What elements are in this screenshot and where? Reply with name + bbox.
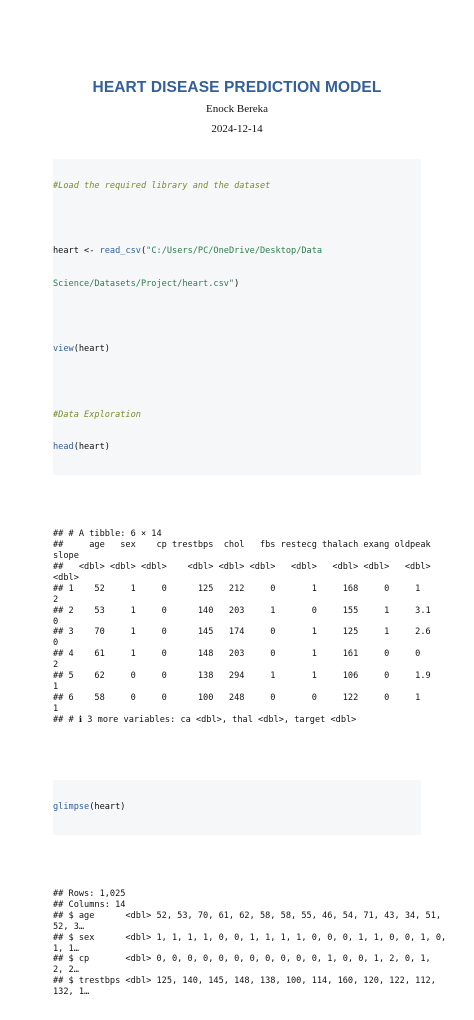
output-line: <dbl> xyxy=(53,573,79,584)
code-read-csv-line-2: Science/Datasets/Project/heart.csv") xyxy=(53,278,240,289)
head-output xyxy=(53,529,431,725)
output-line: 132, 1… xyxy=(53,987,90,998)
output-line: ## 6 58 0 0 100 248 0 0 122 0 1 xyxy=(53,692,421,703)
document-title: HEART DISEASE PREDICTION MODEL xyxy=(92,79,382,96)
output-line: slope xyxy=(53,551,79,562)
output-line: 1 xyxy=(53,681,59,692)
output-line: ## 5 62 0 0 138 294 1 1 106 0 1.9 xyxy=(53,671,431,682)
comment-explore: #Data Exploration xyxy=(53,409,141,420)
output-line: 2 xyxy=(53,660,59,671)
output-line: 0 xyxy=(53,638,59,649)
code-block-load xyxy=(53,159,421,475)
output-line: 2 xyxy=(53,594,59,605)
code-read-csv-line-1: heart <- read_csv("C:/Users/PC/OneDrive/Desktop/Data xyxy=(53,246,323,257)
output-line: ## # ℹ 3 more variables: ca <dbl>, thal <dbl>, target <dbl> xyxy=(53,714,357,725)
output-line: ## 4 61 1 0 148 203 0 1 161 0 0 xyxy=(53,649,421,660)
code-block-glimpse xyxy=(53,780,421,835)
comment-load: #Load the required library and the dataset xyxy=(53,180,271,191)
author: Enock Bereka xyxy=(206,103,268,115)
code-view: view(heart) xyxy=(53,344,110,355)
code-head: head(heart) xyxy=(53,442,110,453)
output-line: ## Columns: 14 xyxy=(53,899,126,910)
output-line: ## 1 52 1 0 125 212 0 1 168 0 1 xyxy=(53,583,421,594)
output-line: 0 xyxy=(53,616,59,627)
output-line: ## age sex cp trestbps chol fbs restecg thalach exang oldpeak xyxy=(53,540,431,551)
output-line: 1 xyxy=(53,703,59,714)
output-line: ## Rows: 1,025 xyxy=(53,889,126,900)
output-line: ## <dbl> <dbl> <dbl> <dbl> <dbl> <dbl> <dbl> <dbl> <dbl> <dbl> xyxy=(53,562,431,573)
date: 2024-12-14 xyxy=(211,123,263,135)
output-line: 52, 3… xyxy=(53,921,85,932)
output-line: 1, 1… xyxy=(53,943,79,954)
glimpse-output xyxy=(53,889,447,998)
output-line: ## # A tibble: 6 × 14 xyxy=(53,529,162,540)
output-line: ## $ cp <dbl> 0, 0, 0, 0, 0, 0, 0, 0, 0, 0, 0, 1, 0, 0, 1, 2, 0, 1, xyxy=(53,954,431,965)
output-line: ## $ sex <dbl> 1, 1, 1, 1, 0, 0, 1, 1, 1, 1, 0, 0, 0, 1, 1, 0, 0, 1, 0, xyxy=(53,932,447,943)
output-line: ## 2 53 1 0 140 203 1 0 155 1 3.1 xyxy=(53,605,431,616)
output-line: 2, 2… xyxy=(53,965,79,976)
code-glimpse: glimpse(heart) xyxy=(53,801,126,812)
output-line: ## $ trestbps <dbl> 125, 140, 145, 148, 138, 100, 114, 160, 120, 122, 112, xyxy=(53,976,436,987)
output-line: ## 3 70 1 0 145 174 0 1 125 1 2.6 xyxy=(53,627,431,638)
output-line: ## $ age <dbl> 52, 53, 70, 61, 62, 58, 58, 55, 46, 54, 71, 43, 34, 51, xyxy=(53,910,442,921)
code-output-area xyxy=(53,137,447,1020)
